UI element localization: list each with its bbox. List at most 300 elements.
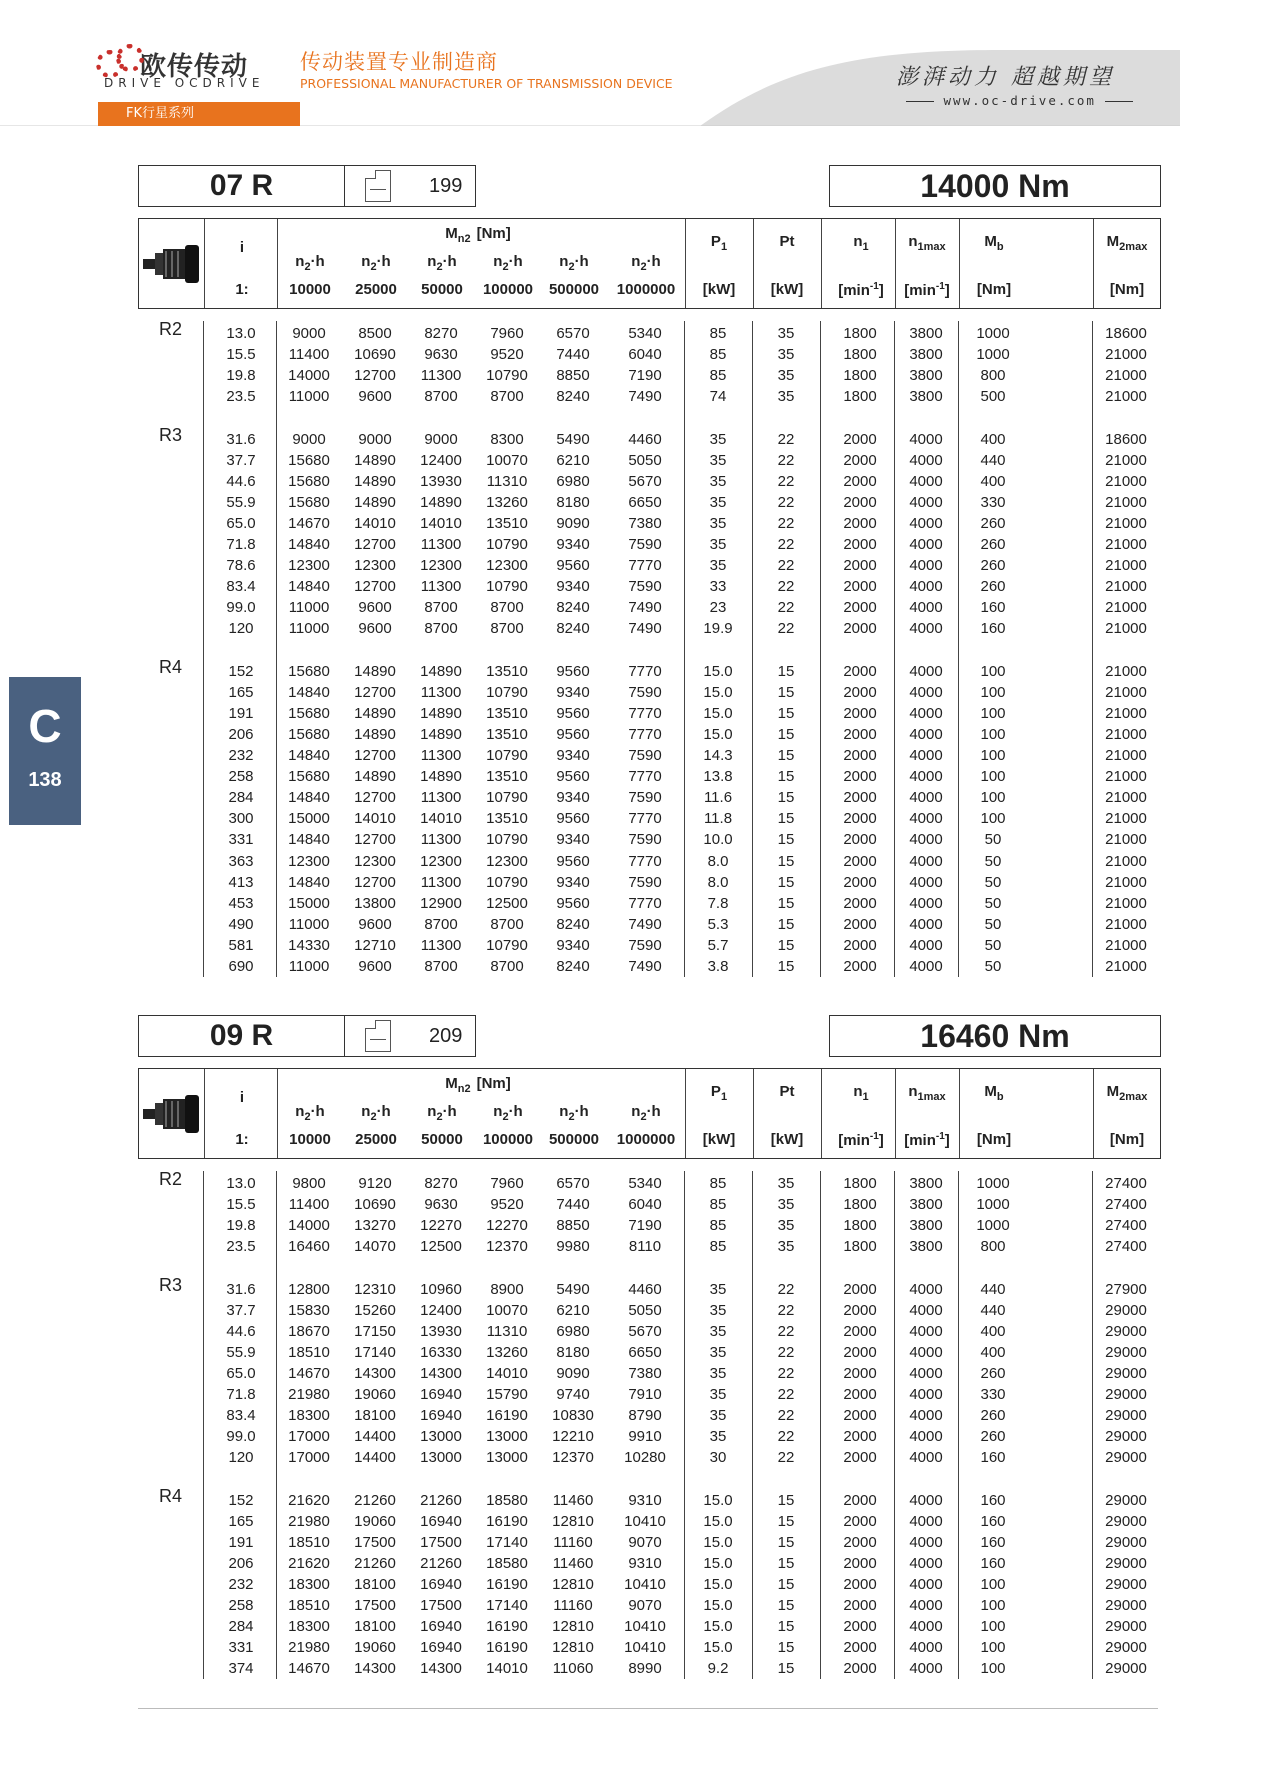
- table-cell: 160: [980, 1554, 1006, 1572]
- table-cell: 15.0: [703, 1554, 733, 1572]
- table-cell: 11000: [288, 388, 330, 406]
- service-life-header-part: n: [631, 253, 641, 270]
- table-cell: 12370: [552, 1449, 594, 1467]
- table-cell: 9560: [556, 704, 590, 722]
- service-life-header-part: ·h: [376, 253, 391, 270]
- table-cell: 12810: [552, 1618, 594, 1636]
- page-number: 138: [28, 769, 62, 791]
- brake-torque-header: [934, 233, 1054, 253]
- table-cell: 21000: [1105, 873, 1147, 891]
- body-divider: [820, 1171, 821, 1679]
- table-cell: 35: [709, 514, 727, 532]
- table-cell: 14300: [354, 1660, 396, 1678]
- max-input-speed-unit-part: -1: [935, 1131, 945, 1142]
- service-life-header: [586, 253, 706, 273]
- series-label: FK行星系列: [98, 102, 300, 126]
- table-cell: 4000: [909, 1428, 943, 1446]
- table-cell: 35: [777, 1238, 795, 1256]
- table-cell: 9800: [292, 1175, 326, 1192]
- brake-torque-header-part: b: [996, 241, 1004, 253]
- table-cell: 21000: [1105, 704, 1147, 722]
- table-cell: 19060: [354, 1386, 396, 1403]
- output-torque-header: [418, 1075, 538, 1095]
- table-cell: 12310: [354, 1280, 396, 1298]
- table-cell: 12400: [420, 451, 462, 469]
- table-cell: 4000: [909, 1512, 943, 1530]
- table-cell: 4000: [909, 768, 943, 786]
- table-cell: 165: [228, 683, 254, 701]
- service-life-header-part: ·h: [508, 253, 523, 270]
- table-cell: 35: [709, 430, 727, 448]
- table-cell: 2000: [843, 1533, 877, 1551]
- input-speed-unit-part: ]: [878, 1132, 884, 1149]
- table-cell: 4000: [909, 1660, 943, 1678]
- table-cell: 12700: [354, 578, 396, 596]
- table-cell: 300: [228, 810, 254, 828]
- table-cell: 6650: [628, 493, 662, 511]
- table-cell: 22: [777, 1343, 795, 1361]
- table-cell: 100: [980, 768, 1006, 786]
- table-cell: 260: [980, 1407, 1006, 1425]
- table-cell: 15260: [354, 1301, 396, 1319]
- table-cell: 13.0: [226, 325, 256, 342]
- table-cell: 44.6: [226, 1322, 256, 1340]
- table-cell: 4000: [909, 1491, 943, 1509]
- table-cell: 15000: [288, 810, 330, 828]
- table-cell: 15: [777, 958, 795, 975]
- table-cell: 7440: [556, 346, 590, 364]
- table-cell: 22: [777, 1364, 795, 1382]
- table-cell: 1000: [976, 1175, 1010, 1192]
- service-life-header-part: 2: [640, 261, 647, 273]
- table-cell: 8110: [628, 1238, 662, 1256]
- table-cell: 14890: [420, 662, 462, 680]
- table-cell: 15: [777, 852, 795, 870]
- table-cell: 11.6: [703, 789, 733, 807]
- service-life-header-part: ·h: [574, 1103, 589, 1120]
- table-cell: 11.8: [703, 810, 733, 828]
- table-cell: 11300: [420, 536, 462, 553]
- table-cell: 29000: [1105, 1386, 1147, 1403]
- table-cell: 2000: [843, 894, 877, 912]
- table-cell: 21000: [1105, 620, 1147, 638]
- table-cell: 15680: [288, 768, 330, 786]
- gear-stage-label: R4: [159, 1485, 183, 1506]
- table-cell: 35: [709, 1407, 727, 1425]
- table-cell: 4000: [909, 725, 943, 743]
- table-cell: 1000: [976, 346, 1010, 364]
- table-cell: 21000: [1105, 810, 1147, 828]
- table-cell: 21000: [1105, 831, 1147, 849]
- table-cell: 21000: [1105, 768, 1147, 786]
- table-cell: 15.0: [703, 704, 733, 722]
- table-cell: 2000: [843, 873, 877, 891]
- table-cell: 18510: [288, 1597, 330, 1614]
- table-cell: 4000: [909, 1322, 943, 1340]
- table-cell: 35: [709, 493, 727, 511]
- table-cell: 1800: [843, 388, 877, 406]
- table-cell: 22: [777, 451, 795, 469]
- table-cell: 2000: [843, 620, 877, 638]
- table-cell: 11160: [553, 1597, 593, 1614]
- table-cell: 11400: [288, 1196, 330, 1214]
- service-life-header-part: n: [427, 253, 437, 270]
- table-cell: 14840: [288, 536, 330, 553]
- table-cell: 400: [980, 1322, 1006, 1340]
- tagline-english: PROFESSIONAL MANUFACTURER OF TRANSMISSION DEVICE: [300, 76, 673, 91]
- table-cell: 21000: [1105, 683, 1147, 701]
- table-cell: 17000: [288, 1428, 330, 1446]
- table-cell: 22: [777, 557, 795, 575]
- chapter-tab: [9, 677, 81, 825]
- table-cell: 12700: [354, 873, 396, 891]
- table-cell: 18100: [354, 1575, 396, 1593]
- table-cell: 7490: [628, 599, 662, 617]
- table-cell: 12710: [354, 936, 396, 954]
- table-cell: 35: [709, 1322, 727, 1340]
- table-cell: 50: [984, 894, 1002, 912]
- table-cell: 29000: [1105, 1407, 1147, 1425]
- service-life-header-part: ·h: [310, 1103, 325, 1120]
- table-cell: 18510: [288, 1533, 330, 1551]
- table-cell: 9340: [556, 789, 590, 807]
- table-cell: 8700: [424, 620, 458, 638]
- table-cell: 14890: [354, 704, 396, 722]
- table-cell: 83.4: [226, 578, 256, 596]
- table-cell: 2000: [843, 768, 877, 786]
- table-cell: 21000: [1105, 852, 1147, 870]
- table-cell: 16940: [420, 1407, 462, 1425]
- table-cell: 8240: [556, 958, 590, 975]
- table-cell: 4000: [909, 958, 943, 975]
- table-cell: 13510: [486, 514, 528, 532]
- table-cell: 440: [980, 1280, 1006, 1298]
- table-cell: 2000: [843, 536, 877, 553]
- table-cell: 14890: [420, 704, 462, 722]
- table-cell: 100: [980, 789, 1006, 807]
- table-cell: 1800: [843, 1196, 877, 1214]
- table-cell: 15: [777, 747, 795, 764]
- table-cell: 12810: [552, 1639, 594, 1657]
- table-cell: 8240: [556, 915, 590, 933]
- table-cell: 2000: [843, 1660, 877, 1678]
- table-cell: 14840: [288, 578, 330, 596]
- table-cell: 50: [984, 958, 1002, 975]
- table-cell: 17140: [354, 1343, 396, 1361]
- table-cell: 5.3: [707, 915, 729, 933]
- table-cell: 9630: [424, 346, 458, 364]
- table-cell: 12700: [354, 367, 396, 385]
- table-cell: 85: [709, 1217, 727, 1235]
- table-cell: 21000: [1105, 514, 1147, 532]
- table-cell: 9340: [556, 873, 590, 891]
- table-cell: 14010: [486, 1364, 528, 1382]
- table-cell: 50: [984, 936, 1002, 954]
- table-cell: 4000: [909, 620, 943, 638]
- service-hours-header-part: 10000: [289, 281, 331, 298]
- table-header-frame: [138, 218, 1161, 309]
- table-cell: 29000: [1105, 1575, 1147, 1593]
- table-cell: 12300: [354, 557, 396, 575]
- table-cell: 21000: [1105, 936, 1147, 954]
- table-cell: 7490: [628, 620, 662, 638]
- service-life-header-part: n: [427, 1103, 437, 1120]
- table-cell: 15: [777, 1533, 795, 1551]
- table-cell: 85: [709, 1238, 727, 1256]
- table-cell: 37.7: [226, 451, 256, 469]
- input-speed-unit-part: [min: [838, 1132, 870, 1149]
- table-cell: 35: [709, 451, 727, 469]
- service-life-header-part: ·h: [646, 253, 661, 270]
- table-cell: 15: [777, 1491, 795, 1509]
- page-reference-number: 199: [429, 175, 463, 197]
- table-cell: 4000: [909, 599, 943, 617]
- table-cell: 4000: [909, 936, 943, 954]
- table-cell: 490: [228, 915, 254, 933]
- table-cell: 22: [777, 1386, 795, 1403]
- table-cell: 2000: [843, 1280, 877, 1298]
- table-cell: 11300: [420, 683, 462, 701]
- service-life-header-part: ·h: [442, 1103, 457, 1120]
- service-hours-header-part: 1000000: [616, 1131, 676, 1148]
- table-cell: 12810: [552, 1512, 594, 1530]
- table-cell: 18300: [288, 1618, 330, 1636]
- table-cell: 18510: [288, 1343, 330, 1361]
- input-speed-header-part: n: [853, 1083, 863, 1100]
- table-cell: 29000: [1105, 1597, 1147, 1614]
- table-cell: 9980: [556, 1238, 590, 1256]
- table-cell: 3800: [909, 325, 943, 342]
- table-cell: 2000: [843, 430, 877, 448]
- service-life-header-part: ·h: [646, 1103, 661, 1120]
- service-life-header-part: n: [559, 1103, 569, 1120]
- input-speed-unit-part: [min: [838, 282, 870, 299]
- table-cell: 8990: [628, 1660, 662, 1678]
- table-cell: 13510: [486, 768, 528, 786]
- table-cell: 14010: [486, 1660, 528, 1678]
- table-cell: 9070: [628, 1597, 662, 1614]
- table-cell: 15.0: [703, 662, 733, 680]
- table-cell: 44.6: [226, 472, 256, 490]
- table-cell: 15: [777, 810, 795, 828]
- service-life-header-part: ·h: [574, 253, 589, 270]
- table-cell: 15.5: [226, 346, 256, 364]
- table-cell: 206: [228, 1554, 254, 1572]
- table-cell: 11160: [553, 1533, 593, 1551]
- table-cell: 14000: [288, 1217, 330, 1235]
- table-cell: 13510: [486, 662, 528, 680]
- table-cell: 10070: [486, 1301, 528, 1319]
- table-cell: 29000: [1105, 1301, 1147, 1319]
- table-cell: 7380: [628, 514, 662, 532]
- table-cell: 29000: [1105, 1639, 1147, 1657]
- table-cell: 8700: [424, 599, 458, 617]
- table-cell: 29000: [1105, 1322, 1147, 1340]
- table-cell: 50: [984, 831, 1002, 849]
- table-cell: 9600: [358, 958, 392, 975]
- table-cell: 18100: [354, 1618, 396, 1636]
- table-cell: 12700: [354, 789, 396, 807]
- table-cell: 9000: [292, 430, 326, 448]
- table-cell: 100: [980, 1660, 1006, 1678]
- table-cell: 65.0: [226, 1364, 256, 1382]
- table-cell: 35: [709, 472, 727, 490]
- table-cell: 19.8: [226, 367, 256, 385]
- thermal-power-header-part: Pt: [779, 233, 795, 250]
- table-cell: 15.0: [703, 1597, 733, 1614]
- table-cell: 22: [777, 1407, 795, 1425]
- input-power-unit-part: [kW]: [702, 281, 736, 298]
- table-cell: 1000: [976, 1196, 1010, 1214]
- table-cell: 100: [980, 1618, 1006, 1636]
- table-cell: 50: [984, 852, 1002, 870]
- table-cell: 14400: [354, 1449, 396, 1467]
- table-cell: 5.7: [707, 936, 729, 954]
- table-cell: 27400: [1105, 1196, 1147, 1214]
- table-cell: 15.0: [703, 725, 733, 743]
- service-hours-header-part: 50000: [421, 1131, 463, 1148]
- table-cell: 13000: [420, 1449, 462, 1467]
- table-cell: 14840: [288, 789, 330, 807]
- table-cell: 4000: [909, 747, 943, 764]
- table-cell: 35: [709, 1386, 727, 1403]
- table-cell: 2000: [843, 1322, 877, 1340]
- table-cell: 12300: [420, 852, 462, 870]
- table-cell: 15.0: [703, 1575, 733, 1593]
- table-cell: 7770: [628, 852, 662, 870]
- table-cell: 100: [980, 683, 1006, 701]
- input-power-unit-part: [kW]: [702, 1131, 736, 1148]
- table-cell: 284: [228, 789, 254, 807]
- table-cell: 21260: [354, 1554, 396, 1572]
- table-cell: 13930: [420, 472, 462, 490]
- table-cell: 85: [709, 367, 727, 385]
- table-cell: 5670: [628, 1322, 662, 1340]
- table-cell: 10690: [354, 346, 396, 364]
- table-cell: 13510: [486, 810, 528, 828]
- table-cell: 2000: [843, 451, 877, 469]
- table-cell: 29000: [1105, 1428, 1147, 1446]
- tagline-chinese: 传动装置专业制造商: [300, 50, 498, 74]
- service-life-header-part: n: [295, 1103, 305, 1120]
- table-cell: 15: [777, 768, 795, 786]
- table-cell: 4000: [909, 1554, 943, 1572]
- table-cell: 21000: [1105, 915, 1147, 933]
- chapter-letter: C: [28, 700, 62, 752]
- body-divider: [958, 321, 959, 977]
- table-cell: 23.5: [226, 1238, 256, 1256]
- table-cell: 22: [777, 472, 795, 490]
- rated-torque: 16460 Nm: [829, 1015, 1161, 1057]
- table-cell: 22: [777, 536, 795, 553]
- table-cell: 11300: [420, 747, 462, 764]
- table-cell: 22: [777, 1280, 795, 1298]
- table-cell: 15680: [288, 662, 330, 680]
- table-cell: 260: [980, 578, 1006, 596]
- table-cell: 4000: [909, 704, 943, 722]
- table-cell: 2000: [843, 578, 877, 596]
- table-cell: 14.3: [703, 747, 733, 764]
- ratio-header-part: i: [239, 1089, 245, 1106]
- max-output-torque-header-part: M: [1106, 233, 1120, 250]
- table-cell: 10790: [486, 578, 528, 596]
- table-cell: 3800: [909, 1175, 943, 1192]
- table-cell: 2000: [843, 936, 877, 954]
- table-cell: 17140: [486, 1597, 528, 1614]
- service-hours-header-part: 100000: [482, 1131, 534, 1148]
- table-cell: 7590: [628, 536, 662, 553]
- table-cell: 12300: [486, 557, 528, 575]
- table-cell: 5340: [628, 1175, 662, 1192]
- table-cell: 23: [709, 599, 727, 617]
- table-cell: 4000: [909, 894, 943, 912]
- table-cell: 6570: [556, 325, 590, 342]
- table-cell: 55.9: [226, 1343, 256, 1361]
- table-cell: 11300: [420, 831, 462, 849]
- table-cell: 9600: [358, 388, 392, 406]
- table-cell: 9560: [556, 894, 590, 912]
- table-cell: 4000: [909, 514, 943, 532]
- table-cell: 5340: [628, 325, 662, 342]
- table-cell: 29000: [1105, 1533, 1147, 1551]
- table-cell: 15790: [486, 1386, 528, 1403]
- table-cell: 18600: [1105, 430, 1147, 448]
- table-cell: 10790: [486, 536, 528, 553]
- table-cell: 6570: [556, 1175, 590, 1192]
- body-divider: [820, 321, 821, 977]
- brake-torque-unit-part: [Nm]: [976, 281, 1012, 298]
- table-cell: 15: [777, 894, 795, 912]
- table-cell: 18670: [288, 1322, 330, 1340]
- table-cell: 4000: [909, 1280, 943, 1298]
- table-cell: 14010: [420, 514, 462, 532]
- table-cell: 7490: [628, 915, 662, 933]
- table-cell: 7590: [628, 873, 662, 891]
- table-cell: 17500: [420, 1597, 462, 1614]
- table-cell: 15.5: [226, 1196, 256, 1214]
- table-cell: 2000: [843, 1512, 877, 1530]
- table-cell: 13260: [486, 1343, 528, 1361]
- thermal-power-unit-part: [kW]: [770, 281, 804, 298]
- body-divider: [276, 321, 277, 977]
- brake-torque-header-part: b: [996, 1091, 1004, 1103]
- table-cell: 9910: [628, 1428, 662, 1446]
- table-cell: 15.0: [703, 683, 733, 701]
- table-cell: 2000: [843, 1449, 877, 1467]
- table-cell: 15680: [288, 472, 330, 490]
- table-cell: 4000: [909, 1533, 943, 1551]
- table-cell: 18600: [1105, 325, 1147, 342]
- max-input-speed-header-part: 1max: [917, 241, 946, 253]
- gear-stage-label: R3: [159, 424, 183, 445]
- brake-torque-unit: [934, 281, 1054, 298]
- table-cell: 23.5: [226, 388, 256, 406]
- table-cell: 4000: [909, 1639, 943, 1657]
- table-cell: 5490: [556, 430, 590, 448]
- table-cell: 12370: [486, 1238, 528, 1256]
- table-cell: 10790: [486, 789, 528, 807]
- table-cell: 1800: [843, 1217, 877, 1235]
- table-cell: 9340: [556, 683, 590, 701]
- table-cell: 29000: [1105, 1618, 1147, 1636]
- service-hours-header-part: 1000000: [616, 281, 676, 298]
- table-cell: 12300: [288, 557, 330, 575]
- table-cell: 14300: [354, 1364, 396, 1382]
- table-cell: 10790: [486, 831, 528, 849]
- gear-stage-label: R4: [159, 656, 183, 677]
- table-cell: 35: [709, 1428, 727, 1446]
- max-output-torque-header: [1067, 1083, 1187, 1103]
